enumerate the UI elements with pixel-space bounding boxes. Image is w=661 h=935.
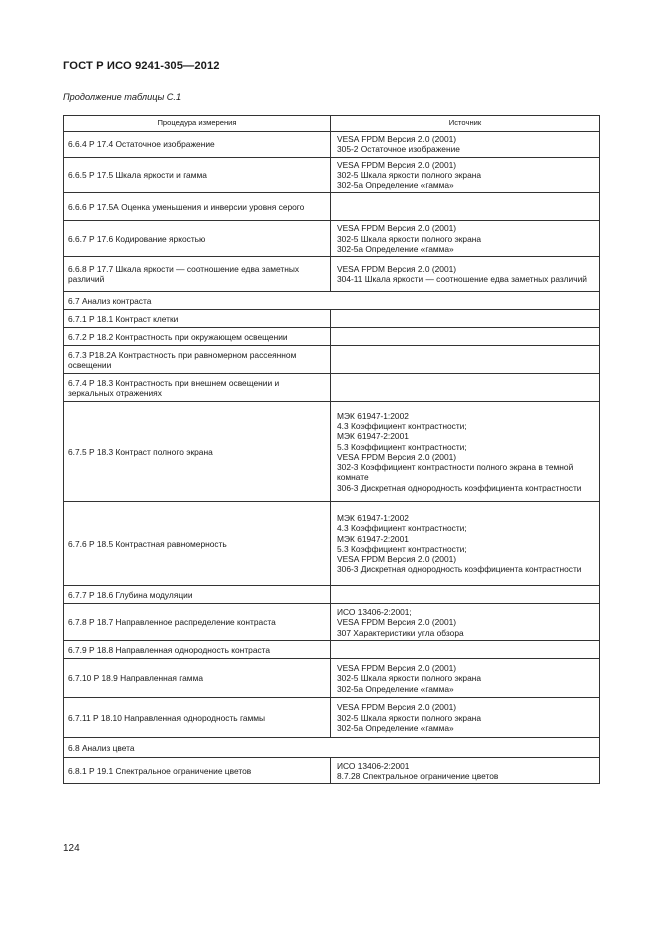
source-line: 5.3 Коэффициент контрастности; xyxy=(337,441,467,452)
source-cell xyxy=(331,758,600,784)
source-line: VESA FPDM Версия 2.0 (2001) xyxy=(337,451,457,462)
page-number: 124 xyxy=(63,843,80,854)
procedure-cell: 6.7.6 Р 18.5 Контрастная равномерность xyxy=(64,502,331,586)
procedure-cell: 6.6.4 Р 17.4 Остаточное изображение xyxy=(64,132,331,158)
procedure-cell: 6.7.10 Р 18.9 Направленная гамма xyxy=(64,659,331,698)
table-row xyxy=(64,659,600,698)
measurement-table xyxy=(63,115,600,784)
source-cell xyxy=(331,193,600,221)
source-cell xyxy=(331,221,600,257)
source-line: ИСО 13406-2:2001 xyxy=(337,760,410,771)
source-line: 306-3 Дискретная однородность коэффициента контрастности xyxy=(337,482,582,493)
table-row xyxy=(64,221,600,257)
table-row xyxy=(64,328,600,346)
procedure-cell: 6.6.8 Р 17.7 Шкала яркости — соотношение едва заметных различий xyxy=(64,257,331,292)
table-row xyxy=(64,402,600,502)
procedure-cell: 6.7.4 Р 18.3 Контрастность при внешнем освещении и зеркальных отражениях xyxy=(64,374,331,402)
table-row xyxy=(64,758,600,784)
source-line: МЭК 61947-1:2002 xyxy=(337,410,409,421)
source-line: VESA FPDM Версия 2.0 (2001) xyxy=(337,554,457,565)
procedure-cell: 6.7.2 Р 18.2 Контрастность при окружающем освещении xyxy=(64,328,331,346)
table-caption: Продолжение таблицы С.1 xyxy=(63,92,182,102)
source-cell xyxy=(331,402,600,502)
procedure-cell: 6.6.5 Р 17.5 Шкала яркости и гамма xyxy=(64,157,331,193)
section-row xyxy=(64,738,600,758)
source-line: 302-3 Коэффициент контрастности полного экрана в темной комнате xyxy=(337,462,574,483)
table-row xyxy=(64,310,600,328)
column-header-procedure: Процедура измерения xyxy=(64,116,331,132)
table-row xyxy=(64,698,600,738)
source-cell xyxy=(331,502,600,586)
table-row xyxy=(64,374,600,402)
source-line: 302-5а Определение «гамма» xyxy=(337,723,454,734)
source-cell xyxy=(331,157,600,193)
table-row xyxy=(64,257,600,292)
source-line: 8.7.28 Спектральное ограничение цветов xyxy=(337,770,499,781)
source-line: 302-5 Шкала яркости полного экрана xyxy=(337,233,482,244)
source-line: 302-5а Определение «гамма» xyxy=(337,683,454,694)
source-cell xyxy=(331,659,600,698)
table-row xyxy=(64,193,600,221)
table-row xyxy=(64,132,600,158)
source-line: 306-3 Дискретная однородность коэффициента контрастности xyxy=(337,564,582,575)
table-row xyxy=(64,586,600,604)
procedure-cell: 6.7.5 Р 18.3 Контраст полного экрана xyxy=(64,402,331,502)
source-line: 307 Характеристики угла обзора xyxy=(337,627,464,638)
source-cell xyxy=(331,641,600,659)
source-line: МЭК 61947-1:2002 xyxy=(337,512,409,523)
source-line: VESA FPDM Версия 2.0 (2001) xyxy=(337,134,457,144)
procedure-cell: 6.8.1 Р 19.1 Спектральное ограничение цветов xyxy=(64,758,331,784)
source-line: МЭК 61947-2:2001 xyxy=(337,431,409,442)
source-line: VESA FPDM Версия 2.0 (2001) xyxy=(337,662,457,673)
procedure-cell: 6.7.3 Р18.2А Контрастность при равномерном рассеянном освещении xyxy=(64,346,331,374)
source-line: 4.3 Коэффициент контрастности; xyxy=(337,523,467,534)
table-body xyxy=(64,132,600,784)
source-line: 302-5 Шкала яркости полного экрана xyxy=(337,712,482,723)
procedure-cell: 6.7.9 Р 18.8 Направленная однородность контраста xyxy=(64,641,331,659)
section-title: 6.8 Анализ цвета xyxy=(64,738,600,758)
procedure-cell: 6.7.7 Р 18.6 Глубина модуляции xyxy=(64,586,331,604)
section-title: 6.7 Анализ контраста xyxy=(64,292,600,310)
table-header-row xyxy=(64,116,600,132)
procedure-cell: 6.7.8 Р 18.7 Направленное распределение контраста xyxy=(64,604,331,641)
source-line: VESA FPDM Версия 2.0 (2001) xyxy=(337,159,457,170)
table-row xyxy=(64,604,600,641)
source-cell xyxy=(331,586,600,604)
source-line: 305-2 Остаточное изображение xyxy=(337,144,460,155)
source-cell xyxy=(331,374,600,402)
procedure-cell: 6.7.11 Р 18.10 Направленная однородность гаммы xyxy=(64,698,331,738)
source-cell xyxy=(331,346,600,374)
source-line: ИСО 13406-2:2001; xyxy=(337,606,412,617)
source-line: 302-5 Шкала яркости полного экрана xyxy=(337,169,482,180)
table-row xyxy=(64,157,600,193)
source-cell xyxy=(331,604,600,641)
procedure-cell: 6.7.1 Р 18.1 Контраст клетки xyxy=(64,310,331,328)
source-cell xyxy=(331,257,600,292)
procedure-cell: 6.6.6 Р 17.5А Оценка уменьшения и инверсии уровня серого xyxy=(64,193,331,221)
source-line: 4.3 Коэффициент контрастности; xyxy=(337,420,467,431)
source-line: VESA FPDM Версия 2.0 (2001) xyxy=(337,702,457,713)
source-cell xyxy=(331,132,600,158)
source-line: МЭК 61947-2:2001 xyxy=(337,533,409,544)
table-row xyxy=(64,641,600,659)
source-line: VESA FPDM Версия 2.0 (2001) xyxy=(337,264,457,275)
document-header: ГОСТ Р ИСО 9241-305—2012 xyxy=(63,60,220,72)
section-row xyxy=(64,292,600,310)
column-header-source: Источник xyxy=(331,116,600,132)
source-line: 304-11 Шкала яркости — соотношение едва заметных различий xyxy=(337,274,587,285)
source-cell xyxy=(331,328,600,346)
table-row xyxy=(64,346,600,374)
source-line: VESA FPDM Версия 2.0 (2001) xyxy=(337,617,457,628)
procedure-cell: 6.6.7 Р 17.6 Кодирование яркостью xyxy=(64,221,331,257)
source-line: 302-5а Определение «гамма» xyxy=(337,244,454,255)
source-cell xyxy=(331,698,600,738)
source-line: VESA FPDM Версия 2.0 (2001) xyxy=(337,223,457,234)
source-line: 302-5 Шкала яркости полного экрана xyxy=(337,673,482,684)
table-row xyxy=(64,502,600,586)
source-cell xyxy=(331,310,600,328)
source-line: 302-5а Определение «гамма» xyxy=(337,180,454,191)
source-line: 5.3 Коэффициент контрастности; xyxy=(337,543,467,554)
